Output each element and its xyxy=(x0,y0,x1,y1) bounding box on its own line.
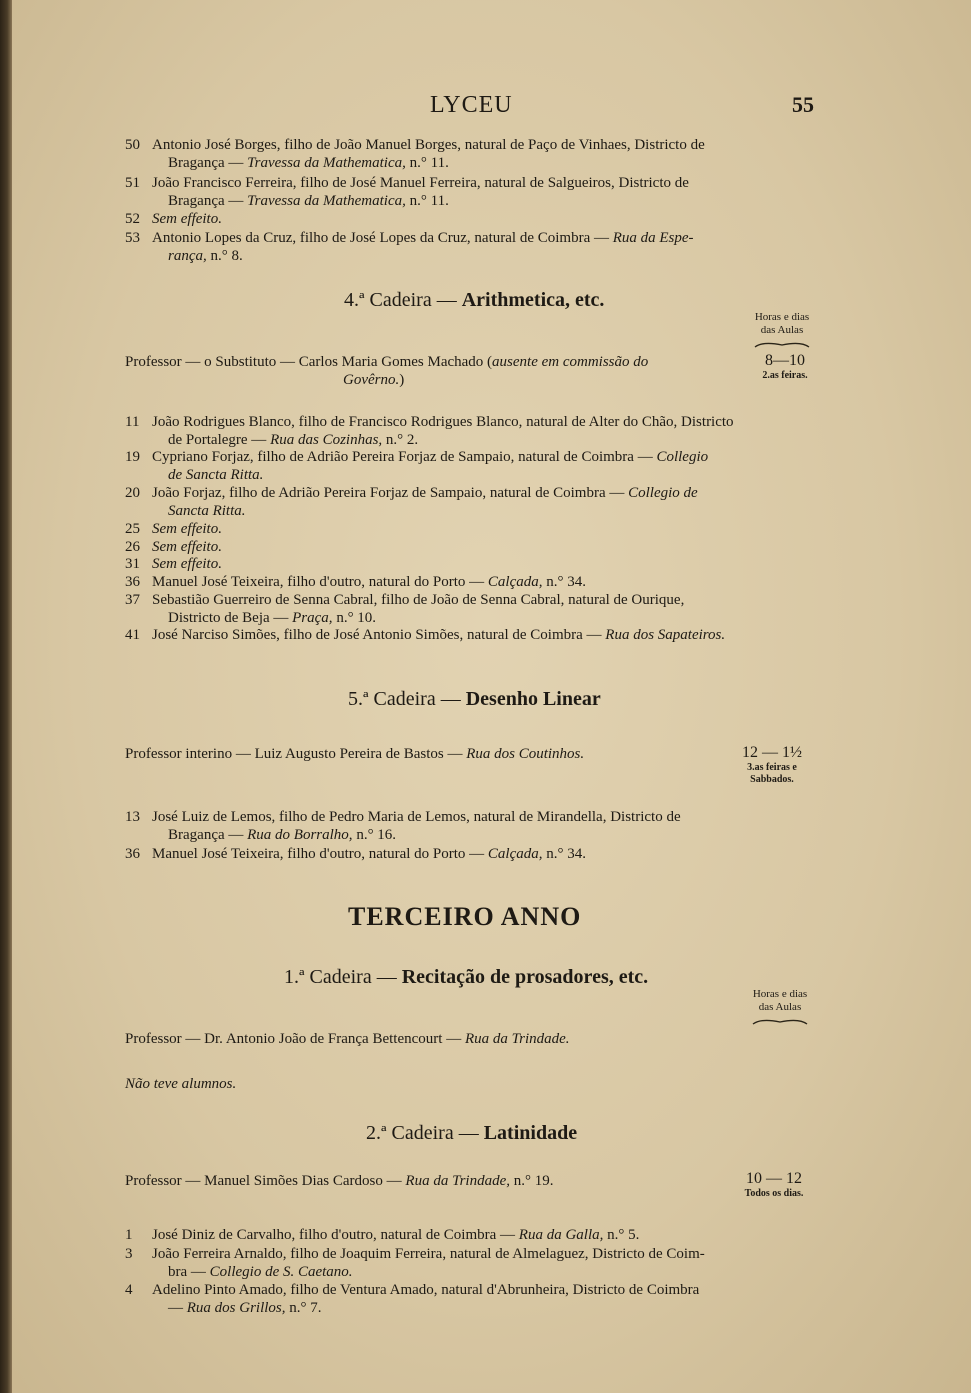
class-hours: 12 — 1½ xyxy=(742,744,802,761)
class-days: 3.as feiras e xyxy=(747,762,797,773)
student-entry: 1 José Diniz de Carvalho, filho d'outro, natural de Coimbra — Rua da Galla, n.° 5. xyxy=(125,1227,640,1243)
entry-cont: Bragança — xyxy=(168,193,248,209)
student-entry xyxy=(125,136,815,172)
entry-cont: Bragança — xyxy=(168,155,248,171)
brace-icon xyxy=(751,1016,809,1026)
hours-header: Horas e dias das Aulas xyxy=(740,988,820,1026)
section-title: 4.ª Cadeira — Arithmetica, etc. xyxy=(344,289,605,311)
student-entry: 26 Sem effeito. xyxy=(125,539,222,555)
class-days: Todos os dias. xyxy=(744,1188,804,1199)
student-entry: 41 José Narciso Simões, filho de José Antonio Simões, natural de Coimbra — Rua dos Sapateiros. xyxy=(125,627,726,643)
student-entry: 11 João Rodrigues Blanco, filho de Francisco Rodrigues Blanco, natural de Alter do Chão, Districto de Portalegre — Rua das Cozinhas, n.° 2. xyxy=(125,414,734,448)
section-title: 5.ª Cadeira — Desenho Linear xyxy=(348,688,601,710)
hours-header xyxy=(742,311,822,349)
hours-header-line1: Horas e dias xyxy=(754,311,810,323)
class-times xyxy=(735,352,835,382)
entry-text: Sem effeito. xyxy=(152,211,222,227)
entry-address: Rua da Espe- xyxy=(612,230,694,246)
class-days: 2.as feiras. xyxy=(762,370,808,381)
section-note: Não teve alumnos. xyxy=(125,1076,237,1092)
section-title: 2.ª Cadeira — Latinidade xyxy=(366,1122,578,1144)
entry-number: 53 xyxy=(125,230,140,246)
entry-tail: n.° 11. xyxy=(405,193,449,209)
professor-line: Professor interino — Luiz Augusto Pereira de Bastos — Rua dos Coutinhos. xyxy=(125,746,585,762)
class-times xyxy=(722,744,822,786)
student-entry: 4 Adelino Pinto Amado, filho de Ventura Amado, natural d'Abrunheira, Districto de Coimbra — Rua dos Grillos, n.° 7. xyxy=(125,1282,700,1316)
student-entry: 37 Sebastião Guerreiro de Senna Cabral, filho de João de Senna Cabral, natural de Ourique, Districto de Beja — Praça, n.° 10. xyxy=(125,592,685,626)
student-entry: 31 Sem effeito. xyxy=(125,556,222,572)
student-entry: 3 João Ferreira Arnaldo, filho de Joaquim Ferreira, natural de Almelaguez, Districto de Coim- bra — Collegio de S. Caetano. xyxy=(125,1246,705,1280)
entry-tail: n.° 11. xyxy=(405,155,449,171)
student-entry: 19 Cypriano Forjaz, filho de Adrião Pereira Forjaz de Sampaio, natural de Coimbra — Collegio de Sancta Ritta. xyxy=(125,449,709,483)
professor-line: Professor — o Substituto — Carlos Maria Gomes Machado (ausente em commissão do Govêrno.) xyxy=(125,354,649,388)
entry-text: João Francisco Ferreira, filho de José Manuel Ferreira, natural de Salgueiros, Districto de xyxy=(152,175,689,191)
student-entry xyxy=(125,174,815,210)
student-entry xyxy=(125,229,815,265)
student-entry: 13 José Luiz de Lemos, filho de Pedro Maria de Lemos, natural de Mirandella, Districto de Bragança — Rua do Borralho, n.° 16. xyxy=(125,809,681,843)
entry-address: Travessa da Mathematica, xyxy=(247,155,406,171)
class-days: Sabbados. xyxy=(750,774,794,785)
student-entry: 25 Sem effeito. xyxy=(125,521,222,537)
entry-address-cont: rança, xyxy=(168,248,207,264)
class-hours: 10 — 12 xyxy=(746,1170,802,1187)
entry-text: Antonio Lopes da Cruz, filho de José Lopes da Cruz, natural de Coimbra — xyxy=(152,230,613,246)
class-hours: 8—10 xyxy=(765,352,805,369)
page-number: 55 xyxy=(792,92,814,117)
brace-icon xyxy=(753,339,811,349)
book-spine-shadow xyxy=(0,0,12,1393)
student-entry xyxy=(125,210,815,228)
professor-line: Professor — Dr. Antonio João de França Bettencourt — Rua da Trindade. xyxy=(125,1031,570,1047)
year-heading: TERCEIRO ANNO xyxy=(348,902,582,931)
running-header-title: LYCEU xyxy=(430,92,513,118)
entry-tail: n.° 8. xyxy=(206,248,243,264)
entry-number: 50 xyxy=(125,137,140,153)
entry-text: Antonio José Borges, filho de João Manuel Borges, natural de Paço de Vinhaes, Districto de xyxy=(152,137,705,153)
student-entry: 36 Manuel José Teixeira, filho d'outro, natural do Porto — Calçada, n.° 34. xyxy=(125,846,586,862)
entry-number: 51 xyxy=(125,175,140,191)
entry-number: 52 xyxy=(125,211,140,227)
hours-header-line2: das Aulas xyxy=(760,324,804,336)
section-title: 1.ª Cadeira — Recitação de prosadores, etc. xyxy=(284,966,649,988)
student-entry: 36 Manuel José Teixeira, filho d'outro, natural do Porto — Calçada, n.° 34. xyxy=(125,574,586,590)
student-entry: 20 João Forjaz, filho de Adrião Pereira Forjaz de Sampaio, natural de Coimbra — Collegio de Sancta Ritta. xyxy=(125,485,698,519)
professor-line: Professor — Manuel Simões Dias Cardoso — Rua da Trindade, n.° 19. xyxy=(125,1173,554,1189)
entry-address: Travessa da Mathematica, xyxy=(247,193,406,209)
class-times xyxy=(724,1170,824,1200)
